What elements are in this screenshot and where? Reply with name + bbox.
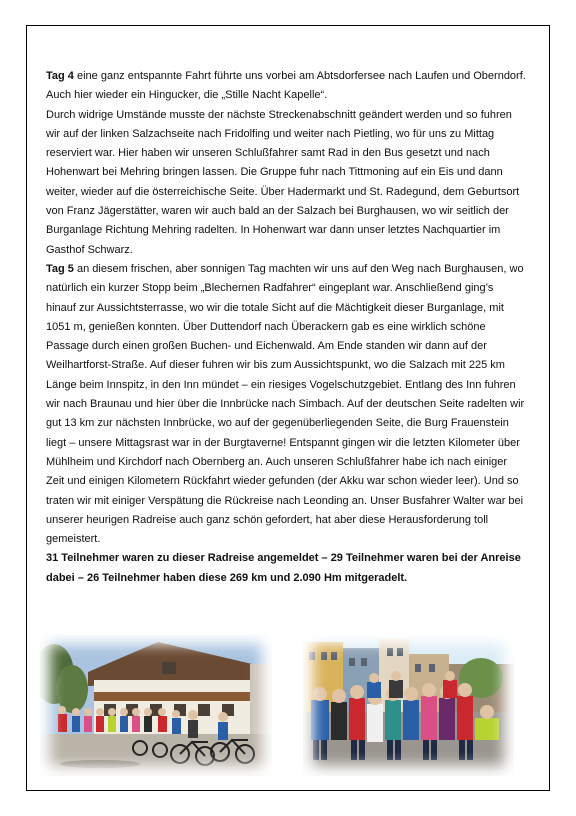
day4-body-paragraph: Durch widrige Umstände musste der nächste Streckenabschnitt geändert werden und so fuhren wir auf der linken Salzachseite nach Fridolfing und weiter nach Pietling, wo für uns zu Mittag reserviert war. Hier haben wir unseren Schlußfahrer samt Rad in den Bus gesetzt und nach Hohenwart bei Mehring bringen lassen. Die Gruppe fuhr nach Tittmoning auf ein Eis und dann weiter, wieder auf die österreichische Seite. Über Hadermarkt und St. Radegund, dem Geburtsort von Franz Jägerstätter, waren wir auch bald an der Salzach bei Burghausen, wo wir seitlich der Burganlage Richtung Mehring radelten. In Hohenwart war dann unser letztes Nachquartier im Gasthof Schwarz.	[46, 108, 520, 256]
tree	[56, 665, 88, 713]
report-text	[46, 67, 526, 588]
town-square-scene	[303, 634, 514, 776]
side-building	[250, 664, 272, 744]
day5-paragraph	[46, 260, 526, 549]
day4-intro-paragraph	[46, 67, 526, 106]
day5-body-text: an diesem frischen, aber sonnigen Tag machten wir uns auf den Weg nach Burghausen, wo natürlich ein kurzer Stopp beim „Blechernen Radfahrer“ eingeplant war. Anschließend ging’s hinauf zur Aussichtsterrasse, wo wir die totale Sicht auf die Mächtigkeit dieser Burganlage, mit 1051 m, genießen konnten. Über Duttendorf nach Überackern gab es eine wirklich schöne Passage durch einen großen Buchen- und Eichenwald. Am Ende standen wir dann auf der Weilhartforst-Straße. Auf dieser fuhren wir bis zum Aussichtspunkt, wo die Salzach mit 225 km Länge beim Innspitz, in den Inn mündet – ein riesiges Vogelschutzgebiet. Entlang des Inn fuhren wir nach Braunau und hier über die Innbrücke nach Simbach. Auf der deutschen Seite radelten wir gut 13 km zur nächsten Innbrücke, wo auf der gegenüberliegenden Seite, die Burg Frauenstein liegt – unsere Mittagsrast war in der Burgtaverne! Entspannt gingen wir die letzten Kilometer über Mühlheim und Kirchdorf nach Obernberg an. Auch unseren Schlußfahrer habe ich nach einiger Zeit und einigen Kilometern Rückfahrt wieder gefunden (der Akku war schon wieder leer). Und so traten wir mit einiger Verspätung die Rückreise nach Leonding an. Unser Busfahrer Walter war bei unserer heurigen Radreise auch ganz schön gefordert, hat aber diese Herausforderung toll gemeistert.	[46, 262, 525, 546]
day4-label: Tag 4	[46, 70, 74, 82]
balcony	[94, 692, 250, 701]
group-photo-guesthouse	[40, 634, 272, 776]
group-photo-town-square	[303, 634, 514, 776]
guesthouse-scene	[40, 634, 272, 776]
day5-label: Tag 5	[46, 262, 74, 275]
day4-intro-text: eine ganz entspannte Fahrt führte uns vorbei am Abtsdorfersee nach Laufen und Oberndorf. Auch hier wieder ein Hingucker, die „Stille Nacht Kapelle“.	[46, 70, 526, 102]
shadow	[60, 760, 140, 768]
participants-summary: 31 Teilnehmer waren zu dieser Radreise angemeldet – 29 Teilnehmer waren bei der Anreise dabei – 26 Teilnehmer haben diese 269 km und 2.090 Hm mitgeradelt.	[46, 552, 521, 584]
